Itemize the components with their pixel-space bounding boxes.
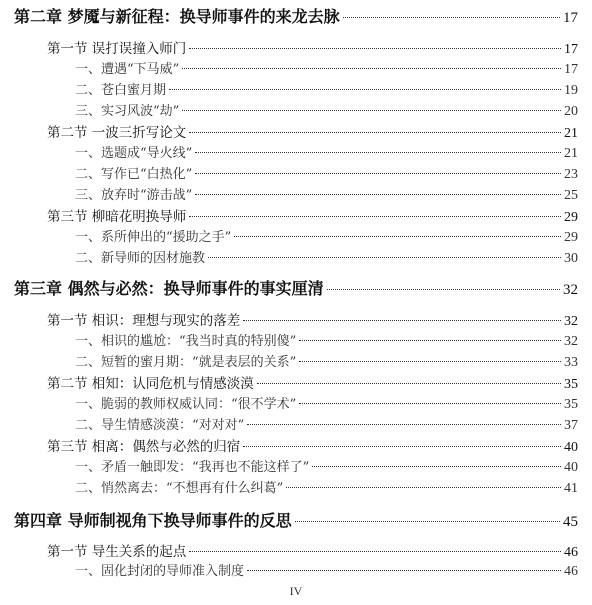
- page-number: 35: [564, 377, 578, 392]
- page-number: 32: [564, 314, 578, 329]
- item-title: 一、脆弱的教师权威认同：“很不学术”: [75, 397, 297, 412]
- dot-leader: [295, 521, 560, 522]
- dot-leader: [286, 487, 561, 488]
- dot-leader: [247, 424, 561, 425]
- page-number: 17: [564, 42, 578, 57]
- dot-leader: [343, 17, 560, 18]
- page-number: 17: [564, 62, 578, 77]
- item-title: 一、相识的尴尬：“我当时真的特别傻”: [75, 334, 297, 349]
- toc-section-entry[interactable]: [0, 310, 592, 332]
- dot-leader: [327, 289, 560, 290]
- toc-item-entry[interactable]: [0, 101, 592, 123]
- item-title: 二、写作已“白热化”: [75, 167, 193, 182]
- page-number: 40: [564, 460, 578, 475]
- item-title: 三、实习风波“劫”: [75, 104, 180, 119]
- toc-item-entry[interactable]: [0, 59, 592, 81]
- page-number: 25: [564, 188, 578, 203]
- toc-item-entry[interactable]: [0, 331, 592, 353]
- page-number: 46: [564, 564, 578, 579]
- dot-leader: [243, 446, 561, 447]
- dot-leader: [182, 68, 561, 69]
- page-number: 29: [564, 230, 578, 245]
- item-title: 二、苍白蜜月期: [75, 83, 167, 98]
- toc-section-entry[interactable]: [0, 122, 592, 144]
- dot-leader: [243, 320, 561, 321]
- page-number: 17: [563, 10, 578, 26]
- toc-item-entry[interactable]: [0, 457, 592, 479]
- section-title: 第一节 相识：理想与现实的落差: [47, 313, 241, 329]
- page-number: 21: [564, 126, 578, 141]
- item-title: 一、系所伸出的“援助之手”: [75, 230, 232, 245]
- toc-section-entry[interactable]: [0, 373, 592, 395]
- dot-leader: [257, 383, 561, 384]
- toc-chapter-entry[interactable]: [0, 278, 592, 300]
- toc-item-entry[interactable]: [0, 164, 592, 186]
- page-number: 20: [564, 104, 578, 119]
- section-title: 第二节 相知：认同危机与情感淡漠: [47, 376, 254, 392]
- dot-leader: [299, 340, 561, 341]
- page-number-footer: IV: [289, 584, 303, 598]
- toc-section-entry[interactable]: [0, 206, 592, 228]
- item-title: 二、短暂的蜜月期：“就是表层的关系”: [75, 355, 297, 370]
- page-number: 32: [563, 282, 578, 298]
- dot-leader: [189, 48, 561, 49]
- dot-leader: [195, 194, 561, 195]
- page-number: 23: [564, 167, 578, 182]
- toc-chapter-entry[interactable]: [0, 6, 592, 28]
- toc-section-entry[interactable]: [0, 436, 592, 458]
- toc-item-entry[interactable]: [0, 248, 592, 270]
- page-number: 33: [564, 355, 578, 370]
- page-number: 41: [564, 481, 578, 496]
- dot-leader: [208, 257, 561, 258]
- page-number: 30: [564, 251, 578, 266]
- item-title: 二、导生情感淡漠：“对对对”: [75, 418, 245, 433]
- dot-leader: [299, 361, 561, 362]
- dot-leader: [195, 173, 561, 174]
- toc-item-entry[interactable]: [0, 415, 592, 437]
- toc-chapter-entry[interactable]: [0, 510, 592, 532]
- dot-leader: [312, 466, 561, 467]
- chapter-title: 第二章 梦魇与新征程：换导师事件的来龙去脉: [14, 7, 340, 26]
- toc-section-entry[interactable]: [0, 38, 592, 60]
- item-title: 二、悄然离去：“不想再有什么纠葛”: [75, 481, 284, 496]
- item-title: 一、选题成“导火线”: [75, 146, 193, 161]
- toc-item-entry[interactable]: [0, 80, 592, 102]
- item-title: 一、固化封闭的导师准入制度: [75, 564, 245, 579]
- page-number: 19: [564, 83, 578, 98]
- page-number: 37: [564, 418, 578, 433]
- dot-leader: [234, 236, 561, 237]
- toc-item-entry[interactable]: [0, 478, 592, 500]
- page-number: 35: [564, 397, 578, 412]
- toc-item-entry[interactable]: [0, 352, 592, 374]
- page-number: 45: [563, 514, 578, 530]
- item-title: 三、放弃时“游击战”: [75, 188, 193, 203]
- toc-item-entry[interactable]: [0, 143, 592, 165]
- section-title: 第三节 相离：偶然与必然的归宿: [47, 439, 241, 455]
- item-title: 一、遭遇“下马威”: [75, 62, 180, 77]
- section-title: 第二节 一波三折写论文: [47, 125, 187, 141]
- toc-item-entry[interactable]: [0, 394, 592, 416]
- page-number: 46: [564, 545, 578, 560]
- dot-leader: [195, 152, 561, 153]
- dot-leader: [169, 89, 561, 90]
- page-number: 21: [564, 146, 578, 161]
- item-title: 一、矛盾一触即发：“我再也不能这样了”: [75, 460, 310, 475]
- chapter-title: 第三章 偶然与必然：换导师事件的事实厘清: [14, 279, 324, 298]
- dot-leader: [299, 403, 561, 404]
- section-title: 第三节 柳暗花明换导师: [47, 209, 187, 225]
- dot-leader: [247, 570, 561, 571]
- toc-section-entry[interactable]: [0, 541, 592, 563]
- dot-leader: [189, 216, 561, 217]
- chapter-title: 第四章 导师制视角下换导师事件的反思: [14, 511, 292, 530]
- dot-leader: [189, 551, 561, 552]
- section-title: 第一节 导生关系的起点: [47, 544, 187, 560]
- dot-leader: [189, 132, 561, 133]
- toc-item-entry[interactable]: [0, 561, 592, 583]
- dot-leader: [182, 110, 561, 111]
- page-number: 32: [564, 334, 578, 349]
- toc-item-entry[interactable]: [0, 227, 592, 249]
- toc-item-entry[interactable]: [0, 185, 592, 207]
- page-number: 40: [564, 440, 578, 455]
- page-number: 29: [564, 210, 578, 225]
- item-title: 二、新导师的因材施教: [75, 251, 206, 266]
- section-title: 第一节 误打误撞入师门: [47, 41, 187, 57]
